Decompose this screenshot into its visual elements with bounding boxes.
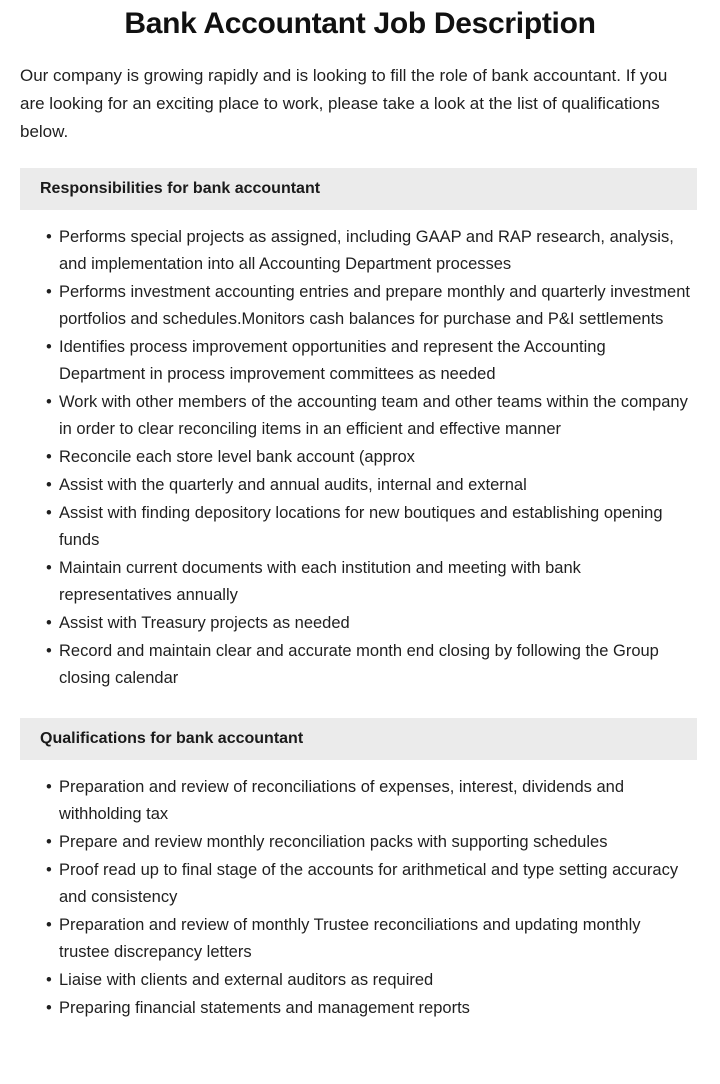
list-item-text: Liaise with clients and external auditors as required [59,971,434,989]
list-item [20,555,694,609]
list-item-text: Record and maintain clear and accurate month end closing by following the Group closing calendar [59,642,659,687]
bullet-icon: • [46,999,52,1017]
bullet-icon: • [46,448,52,466]
bullet-icon: • [46,559,52,577]
section-header-responsibilities [20,168,697,210]
list-item [20,500,694,554]
list-item-text: Maintain current documents with each institution and meeting with bank representatives annually [59,559,581,604]
bullet-icon: • [46,833,52,851]
list-item [20,995,694,1022]
list-item-text: Prepare and review monthly reconciliation packs with supporting schedules [59,833,608,851]
bullet-icon: • [46,476,52,494]
section-qualifications [0,718,720,1022]
section-header-qualifications [20,718,697,760]
list-item-text: Work with other members of the accounting team and other teams within the company in order to clear reconciling items in an efficient and effective manner [59,393,688,438]
list-item [20,774,694,828]
list-item [20,638,694,692]
bottom-spacer [0,1023,720,1049]
intro-paragraph: Our company is growing rapidly and is looking to fill the role of bank accountant. If you are looking for an exciting place to work, please take a look at the list of qualifications below. [20,66,668,141]
list-item [20,472,694,499]
list-item-text: Assist with Treasury projects as needed [59,614,350,632]
list-item-text: Reconcile each store level bank account (approx [59,448,415,466]
list-item-text: Performs special projects as assigned, including GAAP and RAP research, analysis, and implementation into all Accounting Department processes [59,228,674,273]
list-item [20,279,694,333]
section-responsibilities [0,168,720,692]
section-heading-label: Qualifications for bank accountant [40,730,304,747]
list-item [20,224,694,278]
list-item [20,444,694,471]
bullet-icon: • [46,916,52,934]
list-item-text: Preparation and review of monthly Trustee reconciliations and updating monthly trustee discrepancy letters [59,916,641,961]
list-item-text: Preparation and review of reconciliations of expenses, interest, dividends and withholding tax [59,778,624,823]
bullet-icon: • [46,971,52,989]
list-item [20,967,694,994]
list-item-text: Identifies process improvement opportunities and represent the Accounting Department in process improvement committees as needed [59,338,606,383]
bullet-icon: • [46,228,52,246]
page-title: Bank Accountant Job Description [124,7,596,40]
list-item [20,610,694,637]
list-item [20,389,694,443]
list-item-text: Performs investment accounting entries and prepare monthly and quarterly investment portfolios and schedules.Monitors cash balances for purchase and P&I settlements [59,283,690,328]
list-item-text: Assist with the quarterly and annual audits, internal and external [59,476,527,494]
list-item-text: Preparing financial statements and management reports [59,999,470,1017]
list-item-text: Assist with finding depository locations for new boutiques and establishing opening funds [59,504,663,549]
bullet-icon: • [46,642,52,660]
section-heading-label: Responsibilities for bank accountant [40,180,321,197]
qualifications-list [0,760,720,1022]
bullet-icon: • [46,614,52,632]
list-item [20,829,694,856]
list-item [20,857,694,911]
list-item-text: Proof read up to final stage of the accounts for arithmetical and type setting accuracy and consistency [59,861,679,906]
bullet-icon: • [46,283,52,301]
bullet-icon: • [46,778,52,796]
bullet-icon: • [46,504,52,522]
list-item [20,912,694,966]
bullet-icon: • [46,861,52,879]
bullet-icon: • [46,338,52,356]
responsibilities-list [0,210,720,692]
bullet-icon: • [46,393,52,411]
list-item [20,334,694,388]
